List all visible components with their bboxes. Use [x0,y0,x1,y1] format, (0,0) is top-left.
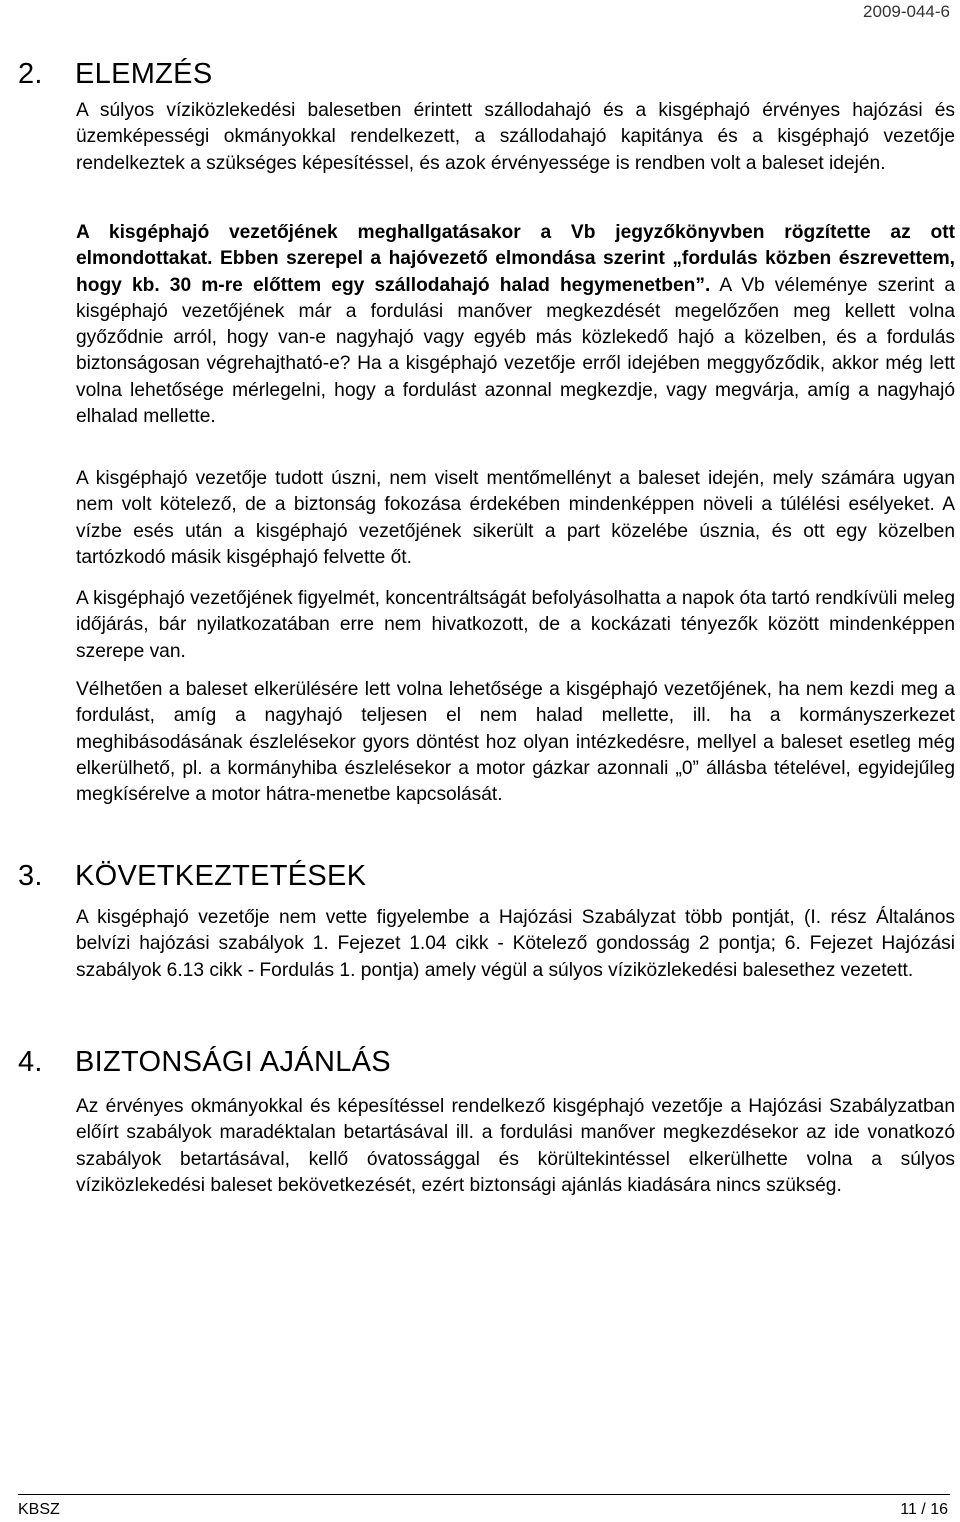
section-number: 3. [18,860,43,892]
section-heading-biztonsagi-ajanlas [18,1048,391,1077]
section-title: ELEMZÉS [75,58,213,90]
section-number: 2. [18,58,43,90]
paragraph: A súlyos víziközlekedési balesetben érintett szállodahajó és a kisgéphajó érvényes hajózási és üzemképességi okmányokkal rendelkezett, a szállodahajó kapitánya és a kisgéphajó vezetője rendelkeztek a szükséges képesítéssel, és azok érvényessége is rendben volt a baleset idején. [76,100,955,174]
section-number: 4. [18,1046,43,1078]
document-id: 2009-044-6 [863,2,950,21]
paragraph: Vélhetően a baleset elkerülésére lett volna lehetősége a kisgéphajó vezetőjének, ha nem kezdi meg a fordulást, amíg a nagyhajó teljesen el nem halad mellette, ill. ha a kormányszerkezet meghibásodásának észlelésekor gyors döntést hoz olyan intézkedésre, mellyel a baleset esetleg még elkerülhető, pl. a kormányhiba észlelésekor a motor gázkar azonnali „0” állásba tételével, egyidejűleg megkísérelve a motor hátra-menetbe kapcsolását. [76,679,955,806]
section-heading-elemzes [18,60,212,89]
board-opinion: A Vb véleménye szerint a kisgéphajó vezetőjének már a fordulási manőver megkezdését megelőzően meg kellett volna győződnie arról, hogy van-e nagyhajó vagy egyéb más közlekedő hajó a közelben, és a fordulás biztonságosan végrehajtható-e? Ha a kisgéphajó vezetője erről idejében meggyőződik, akkor még lett volna lehetősége mérlegelni, hogy a fordulást azonnal megkezdje, vagy megvárja, amíg a nagyhajó elhalad mellette. [76,274,956,428]
paragraph: Az érvényes okmányokkal és képesítéssel rendelkező kisgéphajó vezetője a Hajózási Szabályzatban előírt szabályok maradéktalan betartásával ill. a fordulási manőver megkezdésekor az ide vonatkozó szabályok betartásával, kellő óvatossággal és körültekintéssel elkerülhette volna a súlyos víziközlekedési baleset bekövetkezését, ezért biztonsági ajánlás kiadására nincs szükség. [76,1096,955,1196]
footer-organization: KBSZ [18,1501,60,1518]
paragraph-testimony [76,220,955,430]
footer-divider [18,1494,950,1495]
paragraph: A kisgéphajó vezetője tudott úszni, nem viselt mentőmellényt a baleset idején, mely számára ugyan nem volt kötelező, de a biztonság fokozása érdekében mindenképpen növeli a túlélési esélyeket. A vízbe esés után a kisgéphajó vezetőjének sikerült a part közelébe úsznia, és ott egy közelben tartózkodó másik kisgéphajó felvette őt. [76,468,955,568]
page-number: 11 / 16 [900,1501,948,1518]
paragraph: A kisgéphajó vezetője nem vette figyelembe a Hajózási Szabályzat több pontját, (I. rész Általános belvízi hajózási szabályok 1. Fejezet 1.04 cikk - Kötelező gondosság 2 pontja; 6. Fejezet Hajózási szabályok 6.13 cikk - Fordulás 1. pontja) amely végül a súlyos víziközlekedési balesethez vezetett. [76,907,955,981]
section-title: BIZTONSÁGI AJÁNLÁS [75,1046,391,1078]
testimony-quote: A kisgéphajó vezetőjének meghallgatásakor a Vb jegyzőkönyvben rögzítette az ott elmondottakat. Ebben szerepel a hajóvezető elmondása szerint „fordulás közben észrevettem, hogy kb. 30 m-re előttem egy szállodahajó halad hegymenetben”. [76,222,955,296]
section-title: KÖVETKEZTETÉSEK [75,860,367,892]
section-heading-kovetkeztetesek [18,862,366,891]
paragraph: A kisgéphajó vezetőjének figyelmét, koncentráltságát befolyásolhatta a napok óta tartó rendkívüli meleg időjárás, bár nyilatkozatában erre nem hivatkozott, de a kockázati tényezők között mindenképpen szerepe van. [76,588,955,662]
